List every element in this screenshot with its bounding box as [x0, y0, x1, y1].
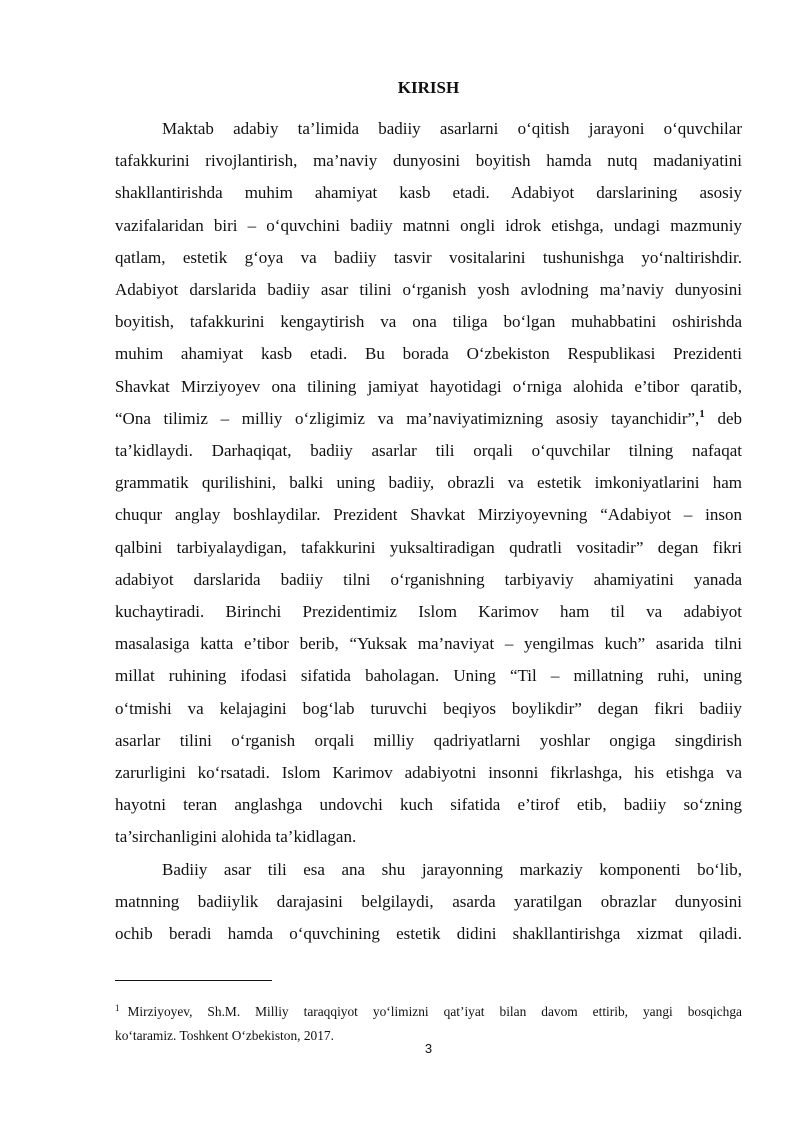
page-number: 3: [424, 1041, 433, 1056]
text-line: Shavkat Mirziyoyev ona tilining jamiyat hayotidagi o‘rniga alohida e’tibor qaratib,: [115, 376, 742, 396]
text-line: boyitish, tafakkurini kengaytirish va ona tiliga bo‘lgan muhabbatini oshirishda: [115, 312, 742, 332]
text-line: hayotni teran anglashga undovchi kuch sifatida e’tirof etib, badiiy so‘zning: [115, 795, 742, 815]
text-line: Adabiyot darslarida badiiy asar tilini o‘rganish yosh avlodning ma’naviy dunyosini: [115, 280, 742, 300]
text-line: qatlam, estetik g‘oya va badiiy tasvir vositalarini tushunishga yo‘naltirishdir.: [115, 247, 742, 267]
text-line: ta’sirchanligini alohida ta’kidlagan.: [115, 827, 357, 847]
text-line: vazifalaridan biri – o‘quvchini badiiy matnni ongli idrok etishga, undagi mazmuniy: [115, 215, 742, 235]
section-heading: KIRISH: [397, 78, 460, 97]
footnote-reference[interactable]: 1: [699, 407, 705, 420]
paragraph-2: [115, 854, 742, 951]
text-line: shakllantirishda muhim ahamiyat kasb etadi. Adabiyot darslarining asosiy: [115, 183, 742, 203]
text-line: Maktab adabiy ta’limida badiiy asarlarni o‘qitish jarayoni o‘quvchilar: [162, 119, 742, 138]
paragraph-1: [115, 113, 742, 854]
text-line: qalbini tarbiyalaydigan, tafakkurini yuksaltiradigan qudratli vositadir” degan fikri: [115, 537, 742, 557]
footnote-separator: [115, 980, 272, 981]
text-line: ta’kidlaydi. Darhaqiqat, badiiy asarlar tili orqali o‘quvchilar tilning nafaqat: [115, 441, 742, 461]
text-line: chuqur anglay boshlaydilar. Prezident Shavkat Mirziyoyevning “Adabiyot – inson: [115, 505, 742, 525]
text-line: grammatik qurilishini, balki uning badiiy, obrazli va estetik imkoniyatlarini ham: [115, 473, 742, 493]
text-line-with-footnote: [115, 403, 742, 435]
text-line: asarlar tilini o‘rganish orqali milliy qadriyatlarni yoshlar ongiga singdirish: [115, 730, 742, 750]
footnote-line: ko‘taramiz. Toshkent O‘zbekiston, 2017.: [115, 1028, 334, 1043]
footnote-mark: 1: [115, 1003, 120, 1013]
text-line: millat ruhining ifodasi sifatida baholagan. Uning “Til – millatning ruhi, uning: [115, 666, 742, 686]
text-line: Badiiy asar tili esa ana shu jarayonning markaziy komponenti bo‘lib,: [162, 859, 742, 879]
text-line: matnning badiiylik darajasini belgilaydi, asarda yaratilgan obrazlar dunyosini: [115, 891, 742, 911]
text-line: kuchaytiradi. Birinchi Prezidentimiz Islom Karimov ham til va adabiyot: [115, 602, 742, 622]
text-line: ochib beradi hamda o‘quvchining estetik didini shakllantirishga xizmat qiladi.: [115, 924, 742, 944]
text-line: tafakkurini rivojlantirish, ma’naviy dunyosini boyitish hamda nutq madaniyatini: [115, 151, 742, 171]
footnote-line: [115, 1000, 742, 1024]
text-line: o‘tmishi va kelajagini bog‘lab turuvchi beqiyos boylikdir” degan fikri badiiy: [115, 698, 742, 718]
text-fragment: deb: [704, 408, 742, 428]
footnote-text: Mirziyoyev, Sh.M. Milliy taraqqiyot yo‘limizni qat’iyat bilan davom ettirib, yangi bosqichga: [127, 1004, 742, 1019]
text-line: muhim ahamiyat kasb etadi. Bu borada O‘zbekiston Respublikasi Prezidenti: [115, 344, 742, 364]
quote-text: “Ona tilimiz – milliy o‘zligimiz va ma’naviyatimizning asosiy tayanchidir”,: [115, 408, 700, 428]
text-line: zarurligini ko‘rsatadi. Islom Karimov adabiyotni insonni fikrlashga, his etishga va: [115, 763, 742, 783]
text-line: adabiyot darslarida badiiy tilni o‘rganishning tarbiyaviy ahamiyatini yanada: [115, 569, 742, 589]
body-text: [115, 113, 742, 950]
text-line: masalasiga katta e’tibor berib, “Yuksak ma’naviyat – yengilmas kuch” asarida tilni: [115, 634, 742, 654]
